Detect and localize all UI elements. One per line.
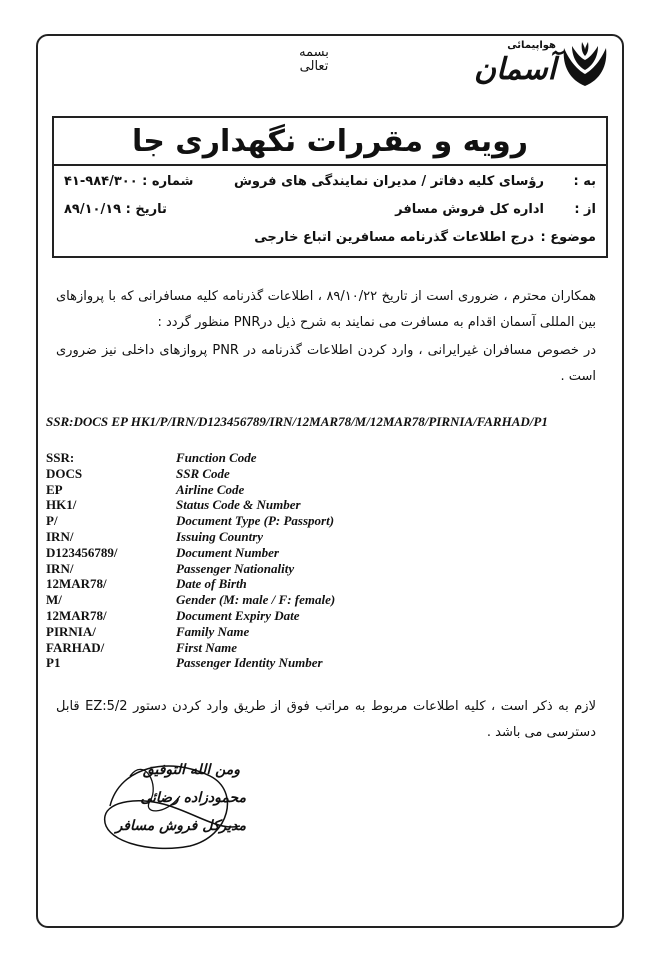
bismillah-calligraphy: بسمه تعالی [299,45,329,74]
from-value: اداره کل فروش مسافر [395,202,544,217]
body-paragraph-1: همکاران محترم ، ضروری است از تاریخ ۸۹/۱۰/۲۲ ، اطلاعات گذرنامه کلیه مسافرانی که با پروازهای بین المللی آسمان اقدام به مسافرت می نمایند به شرح ذیل درPNR منظور گردد : [56,289,596,330]
code-description: SSR Code [176,465,230,481]
subject-value: درج اطلاعات گذرنامه مسافرین اتباع خارجی [254,230,534,245]
code-description: Issuing Country [176,528,264,544]
code-key: 12MAR78/ [46,607,107,623]
code-key: EP [46,481,63,497]
from-label: از : [574,202,596,217]
code-key: 12MAR78/ [46,576,107,592]
code-key: M/ [46,592,62,608]
airline-logo [440,38,610,92]
airline-tag: هواپیمائی [507,40,556,51]
code-row [46,608,566,624]
code-key: FARHAD/ [46,639,105,655]
body-paragraph-2: در خصوص مسافران غیرایرانی ، وارد کردن اطلاعات گذرنامه در PNR پروازهای داخلی نیز ضروری است . [56,343,597,384]
code-row [46,561,566,577]
memo-number: شماره : ۹۸۴/۳۰۰-۴۱ [64,174,194,189]
signature-closing: ومن الله التوفیق [142,762,240,778]
code-row [46,450,566,466]
code-row [46,482,566,498]
code-row [46,655,566,671]
body-paragraph-3: لازم به ذکر است ، کلیه اطلاعات مربوط به مراتب فوق از طریق وارد کردن دستور EZ:5/2 قابل دسترسی می باشد . [56,699,597,740]
memo-header [52,166,608,258]
subject-label: موضوع : [540,230,596,245]
code-key: IRN/ [46,528,74,544]
code-description: Family Name [176,623,250,639]
code-key: DOCS [46,465,83,481]
code-key: HK1/ [46,497,77,513]
code-row [46,640,566,656]
code-key: D123456789/ [46,544,118,560]
title-box [52,116,608,166]
signatory-title: مدیرکل فروش مسافر [115,818,246,834]
code-description: Function Code [176,450,257,465]
ssr-example: SSR:DOCS EP HK1/P/IRN/D123456789/IRN/12MAR78/M/12MAR78/PIRNIA/FARHAD/P1 [46,414,548,429]
code-row [46,624,566,640]
code-row [46,592,566,608]
code-row [46,513,566,529]
code-description: Status Code & Number [176,497,301,513]
code-key: P1 [46,655,61,671]
code-row [46,529,566,545]
code-description: First Name [176,639,238,655]
code-description: Passenger Identity Number [176,655,323,671]
code-description: Passenger Nationality [176,560,295,576]
to-label: به : [573,174,596,189]
code-row [46,576,566,592]
code-description: Airline Code [176,481,245,497]
code-key: P/ [46,513,58,529]
code-key: PIRNIA/ [46,623,96,639]
code-description: Date of Birth [176,576,247,592]
code-key: IRN/ [46,560,74,576]
to-value: رؤسای کلیه دفاتر / مدیران نمایندگی های فروش [233,174,544,189]
code-description: Gender (M: male / F: female) [176,592,336,608]
from-row [64,202,596,224]
code-row [46,466,566,482]
code-description: Document Type (P: Passport) [176,513,335,529]
code-description: Document Number [176,544,279,560]
code-table [46,450,566,671]
memo-date: تاریخ : ۸۹/۱۰/۱۹ [64,202,167,217]
subject-row [64,230,596,252]
page-title: رویه و مقررات نگهداری جا [131,123,529,159]
wings-logo-icon [560,40,610,88]
to-row [64,174,596,196]
code-description: Document Expiry Date [176,607,300,623]
code-key: SSR: [46,450,75,465]
code-row [46,545,566,561]
code-row [46,497,566,513]
signatory-name: محمودزاده رضائی [140,790,246,806]
airline-name: آسمان [474,52,556,87]
